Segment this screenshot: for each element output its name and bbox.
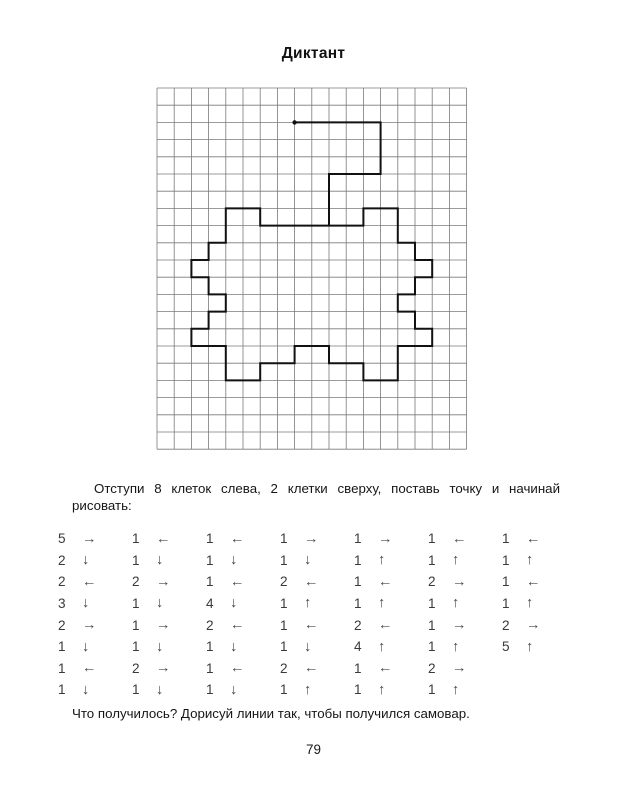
step-count: 4 <box>206 596 214 612</box>
step-count: 2 <box>58 574 66 590</box>
step-count: 5 <box>502 639 510 655</box>
step-arrow-icon: ← <box>230 530 245 547</box>
step-arrow-icon: → <box>378 530 393 547</box>
dictation-step <box>132 574 206 589</box>
step-arrow-icon: ↑ <box>452 552 460 569</box>
step-arrow-icon: ← <box>230 573 245 590</box>
step-arrow-icon: ↓ <box>230 552 238 569</box>
step-count: 1 <box>132 617 140 633</box>
step-arrow-icon: ← <box>452 530 467 547</box>
step-count: 1 <box>428 639 436 655</box>
step-arrow-icon: ↓ <box>82 681 90 698</box>
step-arrow-icon: → <box>526 616 541 633</box>
step-count: 2 <box>132 660 140 676</box>
step-arrow-icon: ← <box>378 573 393 590</box>
step-arrow-icon: → <box>156 573 171 590</box>
dictation-step <box>206 531 280 546</box>
dictation-row <box>58 593 578 615</box>
step-arrow-icon: ↑ <box>452 595 460 612</box>
step-count: 1 <box>354 574 362 590</box>
step-arrow-icon: → <box>156 616 171 633</box>
step-count: 1 <box>428 596 436 612</box>
step-count: 5 <box>58 531 66 547</box>
step-count: 1 <box>354 552 362 568</box>
step-count: 2 <box>58 617 66 633</box>
step-arrow-icon: ↑ <box>378 681 386 698</box>
step-count: 1 <box>280 639 288 655</box>
dictation-row <box>58 679 578 701</box>
page-number: 79 <box>305 742 322 757</box>
step-count: 1 <box>354 531 362 547</box>
graphic-dictation-grid <box>156 87 468 450</box>
step-count: 1 <box>502 596 510 612</box>
dictation-step <box>502 596 576 611</box>
step-count: 1 <box>58 682 66 698</box>
instruction-text: Отступи 8 клеток слева, 2 клетки сверху, поставь точку и начинай рисовать: <box>72 481 560 513</box>
dictation-step <box>206 682 280 697</box>
dictation-row <box>58 528 578 550</box>
dictation-step <box>58 553 132 568</box>
step-arrow-icon: ↓ <box>304 552 312 569</box>
step-arrow-icon: → <box>304 530 319 547</box>
dictation-step <box>58 682 132 697</box>
footer-question: Что получилось? Дорисуй линии так, чтобы получился самовар. <box>72 706 470 721</box>
dictation-step <box>502 531 576 546</box>
dictation-step <box>132 553 206 568</box>
step-arrow-icon: ← <box>230 660 245 677</box>
step-count: 2 <box>354 617 362 633</box>
start-point-dot <box>292 120 296 124</box>
step-arrow-icon: ← <box>378 660 393 677</box>
dictation-step <box>206 553 280 568</box>
dictation-step <box>132 531 206 546</box>
dictation-step <box>280 553 354 568</box>
step-arrow-icon: → <box>452 573 467 590</box>
dictation-step <box>132 661 206 676</box>
dictation-step <box>132 596 206 611</box>
dictation-step <box>354 639 428 654</box>
step-count: 1 <box>354 596 362 612</box>
dictation-row <box>58 636 578 658</box>
dictation-step <box>132 618 206 633</box>
step-arrow-icon: ↓ <box>230 638 238 655</box>
step-count: 1 <box>280 596 288 612</box>
step-arrow-icon: → <box>452 616 467 633</box>
step-arrow-icon: ↑ <box>304 595 312 612</box>
step-count: 1 <box>280 617 288 633</box>
step-arrow-icon: ↓ <box>156 638 164 655</box>
step-arrow-icon: ← <box>304 616 319 633</box>
step-count: 2 <box>280 660 288 676</box>
step-arrow-icon: ← <box>230 616 245 633</box>
step-arrow-icon: ↑ <box>526 595 534 612</box>
dictation-step <box>428 596 502 611</box>
step-count: 4 <box>354 639 362 655</box>
step-count: 1 <box>280 552 288 568</box>
step-arrow-icon: ← <box>82 660 97 677</box>
dictation-step <box>354 618 428 633</box>
step-arrow-icon: ↑ <box>378 595 386 612</box>
dictation-step <box>502 639 576 654</box>
step-count: 1 <box>428 552 436 568</box>
dictation-step <box>354 553 428 568</box>
step-arrow-icon: ↓ <box>82 552 90 569</box>
step-count: 1 <box>206 552 214 568</box>
step-arrow-icon: ↑ <box>526 552 534 569</box>
step-count: 1 <box>280 682 288 698</box>
dictation-step <box>280 531 354 546</box>
step-arrow-icon: ↓ <box>230 681 238 698</box>
step-count: 1 <box>354 682 362 698</box>
dictation-step <box>280 661 354 676</box>
step-arrow-icon: ↑ <box>378 552 386 569</box>
dictation-step <box>280 618 354 633</box>
dictation-step <box>58 661 132 676</box>
dictation-step <box>428 618 502 633</box>
step-arrow-icon: → <box>452 660 467 677</box>
dictation-step <box>206 574 280 589</box>
dictation-step <box>428 639 502 654</box>
grid-lines <box>157 88 467 449</box>
step-count: 1 <box>428 682 436 698</box>
step-count: 1 <box>206 682 214 698</box>
dictation-row <box>58 571 578 593</box>
dictation-step <box>354 682 428 697</box>
step-count: 1 <box>206 574 214 590</box>
grid-canvas <box>156 87 468 450</box>
step-arrow-icon: ↓ <box>156 681 164 698</box>
dictation-step <box>132 639 206 654</box>
step-count: 3 <box>58 596 66 612</box>
step-arrow-icon: → <box>156 660 171 677</box>
step-arrow-icon: ↓ <box>304 638 312 655</box>
step-count: 1 <box>58 639 66 655</box>
step-count: 1 <box>502 574 510 590</box>
step-count: 1 <box>132 596 140 612</box>
step-count: 2 <box>428 660 436 676</box>
step-arrow-icon: ← <box>526 530 541 547</box>
step-count: 2 <box>132 574 140 590</box>
step-arrow-icon: ← <box>378 616 393 633</box>
step-arrow-icon: ↓ <box>82 595 90 612</box>
dictation-step <box>502 574 576 589</box>
dictation-step <box>428 531 502 546</box>
step-count: 1 <box>206 639 214 655</box>
step-count: 1 <box>428 617 436 633</box>
step-arrow-icon: → <box>82 616 97 633</box>
dictation-step <box>428 661 502 676</box>
step-arrow-icon: ↓ <box>156 595 164 612</box>
dictation-row <box>58 550 578 572</box>
dictation-step <box>58 531 132 546</box>
step-count: 1 <box>280 531 288 547</box>
dictation-step <box>428 553 502 568</box>
step-count: 1 <box>502 552 510 568</box>
step-arrow-icon: ← <box>304 573 319 590</box>
step-count: 1 <box>58 660 66 676</box>
dictation-step <box>502 618 576 633</box>
dictation-table <box>58 528 578 701</box>
step-arrow-icon: ↑ <box>452 638 460 655</box>
dictation-step <box>58 574 132 589</box>
dictation-step <box>428 574 502 589</box>
dictation-step <box>280 596 354 611</box>
step-count: 1 <box>132 531 140 547</box>
step-arrow-icon: ↓ <box>82 638 90 655</box>
dictation-step <box>502 553 576 568</box>
page-title: Диктант <box>281 45 346 62</box>
dictation-row <box>58 658 578 680</box>
step-count: 1 <box>132 552 140 568</box>
step-arrow-icon: ↑ <box>526 638 534 655</box>
step-arrow-icon: ↓ <box>156 552 164 569</box>
dictation-step <box>206 596 280 611</box>
step-count: 2 <box>58 552 66 568</box>
step-count: 1 <box>428 531 436 547</box>
dictation-step <box>58 639 132 654</box>
step-arrow-icon: ↑ <box>378 638 386 655</box>
dictation-step <box>280 639 354 654</box>
step-arrow-icon: ← <box>82 573 97 590</box>
step-count: 2 <box>502 617 510 633</box>
dictation-step <box>206 661 280 676</box>
step-arrow-icon: → <box>82 530 97 547</box>
step-count: 1 <box>206 531 214 547</box>
dictation-step <box>354 596 428 611</box>
step-count: 1 <box>502 531 510 547</box>
step-count: 2 <box>280 574 288 590</box>
dictation-step <box>58 618 132 633</box>
step-count: 1 <box>132 682 140 698</box>
dictation-step <box>132 682 206 697</box>
step-arrow-icon: ← <box>526 573 541 590</box>
step-count: 1 <box>354 660 362 676</box>
dictation-step <box>58 596 132 611</box>
dictation-step <box>428 682 502 697</box>
step-arrow-icon: ← <box>304 660 319 677</box>
dictation-step <box>206 618 280 633</box>
step-count: 1 <box>206 660 214 676</box>
dictation-step <box>354 574 428 589</box>
dictation-step <box>354 661 428 676</box>
step-arrow-icon: ↓ <box>230 595 238 612</box>
step-count: 2 <box>206 617 214 633</box>
step-count: 1 <box>132 639 140 655</box>
dictation-row <box>58 614 578 636</box>
dictation-step <box>206 639 280 654</box>
step-arrow-icon: ← <box>156 530 171 547</box>
instruction-paragraph <box>72 480 560 514</box>
step-arrow-icon: ↑ <box>304 681 312 698</box>
step-arrow-icon: ↑ <box>452 681 460 698</box>
dictation-step <box>354 531 428 546</box>
dictation-step <box>280 682 354 697</box>
dictation-step <box>280 574 354 589</box>
step-count: 2 <box>428 574 436 590</box>
